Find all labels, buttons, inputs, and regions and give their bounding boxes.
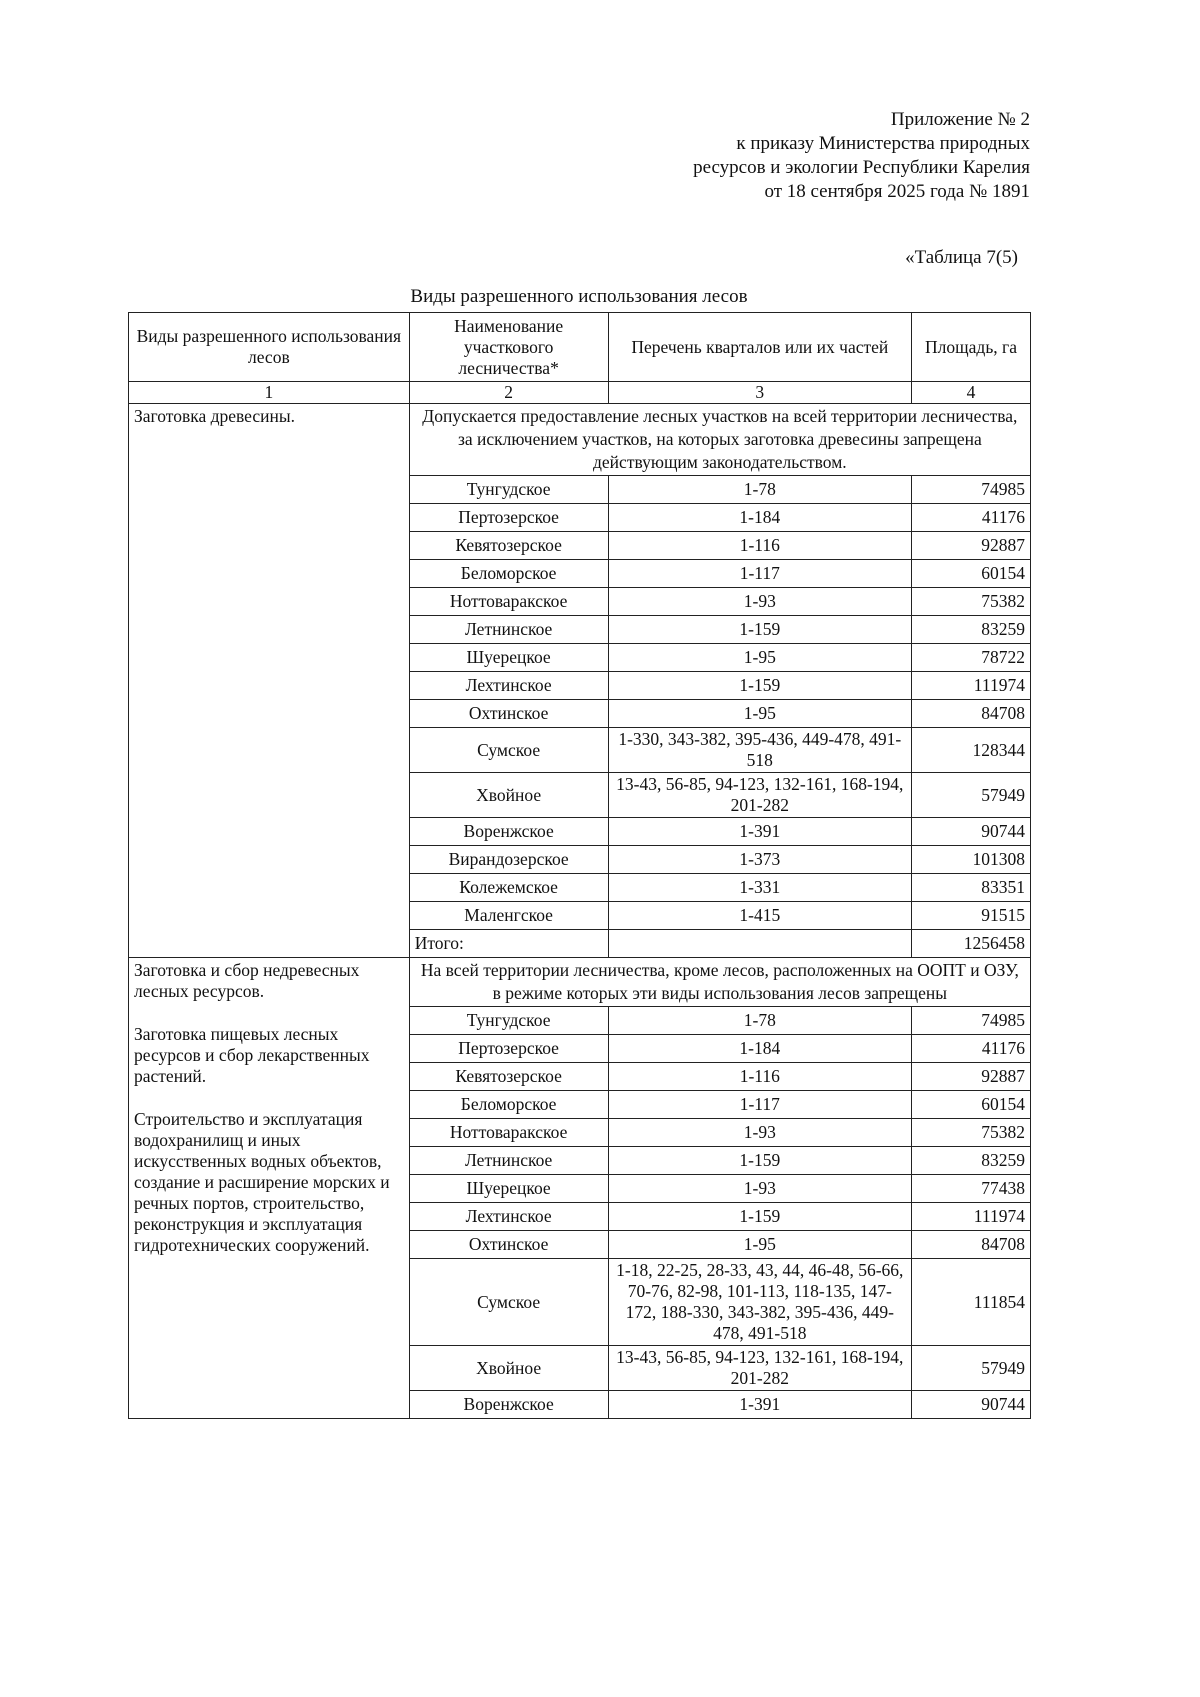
quarters-list: 1-117	[608, 1091, 912, 1119]
area-value: 84708	[912, 1231, 1031, 1259]
forestry-name: Шуерецкое	[409, 644, 608, 672]
total-label: Итого:	[409, 930, 608, 958]
area-value: 41176	[912, 1035, 1031, 1063]
col-number: 2	[409, 382, 608, 404]
table-header-row	[129, 313, 1031, 382]
quarters-list: 1-391	[608, 1391, 912, 1419]
section1-note: Допускается предоставление лесных участков на всей территории лесничества, за исключением участков, на которых заготовка древесины запрещена действующим законодательством.	[409, 404, 1030, 476]
quarters-list: 1-78	[608, 1007, 912, 1035]
forestry-name: Вирандозерское	[409, 846, 608, 874]
category-text: Заготовка древесины.	[134, 406, 296, 426]
appendix-header	[693, 108, 1030, 204]
area-value: 60154	[912, 560, 1031, 588]
area-value: 92887	[912, 1063, 1031, 1091]
forest-use-table	[128, 312, 1031, 1419]
section2-note: На всей территории лесничества, кроме лесов, расположенных на ООПТ и ОЗУ, в режиме которых эти виды использования лесов запрещены	[409, 958, 1030, 1007]
quarters-list: 1-93	[608, 588, 912, 616]
category-text: Заготовка пищевых лесных ресурсов и сбор лекарственных растений.	[134, 1024, 370, 1086]
appendix-number: Приложение № 2	[890, 109, 1030, 130]
area-value: 57949	[912, 773, 1031, 818]
quarters-list: 1-18, 22-25, 28-33, 43, 44, 46-48, 56-66, 70-76, 82-98, 101-113, 118-135, 147-172, 188-330, 343-382, 395-436, 449-478, 491-518	[608, 1259, 912, 1346]
category-text: Строительство и эксплуатация водохранилищ и иных искусственных водных объектов, создание и расширение морских и речных портов, строительство, реконструкция и эксплуатация гидротехнических сооружений.	[134, 1109, 390, 1255]
quarters-list: 13-43, 56-85, 94-123, 132-161, 168-194, 201-282	[608, 773, 912, 818]
col-number: 3	[608, 382, 912, 404]
table-reference: «Таблица 7(5)	[905, 247, 1018, 268]
area-value: 84708	[912, 700, 1031, 728]
quarters-list: 1-116	[608, 532, 912, 560]
quarters-list: 1-159	[608, 672, 912, 700]
forestry-name: Кевятозерское	[409, 1063, 608, 1091]
quarters-list: 1-330, 343-382, 395-436, 449-478, 491-518	[608, 728, 912, 773]
area-value: 111974	[912, 1203, 1031, 1231]
area-value: 128344	[912, 728, 1031, 773]
area-value: 78722	[912, 644, 1031, 672]
category-text: Заготовка и сбор недревесных лесных ресурсов.	[134, 960, 360, 1001]
forestry-name: Воренжское	[409, 1391, 608, 1419]
quarters-list: 1-391	[608, 818, 912, 846]
area-value: 60154	[912, 1091, 1031, 1119]
col-header-use-type: Виды разрешенного использования лесов	[129, 313, 410, 382]
quarters-list: 1-95	[608, 700, 912, 728]
area-value: 111854	[912, 1259, 1031, 1346]
forestry-name: Воренжское	[409, 818, 608, 846]
column-number-row	[129, 382, 1031, 404]
total-area: 1256458	[912, 930, 1031, 958]
quarters-list: 1-78	[608, 476, 912, 504]
col-number: 1	[129, 382, 410, 404]
quarters-list: 1-184	[608, 504, 912, 532]
quarters-list: 1-415	[608, 902, 912, 930]
forestry-name: Лехтинское	[409, 1203, 608, 1231]
col-header-area: Площадь, га	[912, 313, 1031, 382]
ministry-name: ресурсов и экологии Республики Карелия	[693, 157, 1030, 178]
area-value: 111974	[912, 672, 1031, 700]
area-value: 75382	[912, 588, 1031, 616]
total-empty	[608, 930, 912, 958]
area-value: 57949	[912, 1346, 1031, 1391]
order-reference: к приказу Министерства природных	[736, 133, 1030, 154]
section2-note-row	[129, 958, 1031, 1007]
col-header-quarters: Перечень кварталов или их частей	[608, 313, 912, 382]
table-caption: Виды разрешенного использования лесов	[410, 286, 748, 307]
area-value: 83351	[912, 874, 1031, 902]
forestry-name: Охтинское	[409, 1231, 608, 1259]
section1-note-row	[129, 404, 1031, 476]
forestry-name: Колежемское	[409, 874, 608, 902]
quarters-list: 1-95	[608, 1231, 912, 1259]
forestry-name: Хвойное	[409, 1346, 608, 1391]
quarters-list: 1-373	[608, 846, 912, 874]
forestry-name: Ноттоваракское	[409, 588, 608, 616]
quarters-list: 1-159	[608, 616, 912, 644]
forestry-name: Летнинское	[409, 616, 608, 644]
forestry-name: Охтинское	[409, 700, 608, 728]
forestry-name: Маленгское	[409, 902, 608, 930]
quarters-list: 1-184	[608, 1035, 912, 1063]
order-date: от 18 сентября 2025 года № 1891	[764, 181, 1030, 202]
forestry-name: Пертозерское	[409, 504, 608, 532]
quarters-list: 1-93	[608, 1175, 912, 1203]
col-number: 4	[912, 382, 1031, 404]
quarters-list: 13-43, 56-85, 94-123, 132-161, 168-194, 201-282	[608, 1346, 912, 1391]
area-value: 91515	[912, 902, 1031, 930]
quarters-list: 1-159	[608, 1203, 912, 1231]
area-value: 101308	[912, 846, 1031, 874]
forestry-name: Пертозерское	[409, 1035, 608, 1063]
area-value: 92887	[912, 532, 1031, 560]
forestry-name: Сумское	[409, 1259, 608, 1346]
quarters-list: 1-116	[608, 1063, 912, 1091]
quarters-list: 1-331	[608, 874, 912, 902]
forestry-name: Лехтинское	[409, 672, 608, 700]
forestry-name: Тунгудское	[409, 476, 608, 504]
area-value: 83259	[912, 616, 1031, 644]
quarters-list: 1-117	[608, 560, 912, 588]
forestry-name: Ноттоваракское	[409, 1119, 608, 1147]
forestry-name: Кевятозерское	[409, 532, 608, 560]
area-value: 74985	[912, 1007, 1031, 1035]
forestry-name: Шуерецкое	[409, 1175, 608, 1203]
forestry-name: Хвойное	[409, 773, 608, 818]
forestry-name: Летнинское	[409, 1147, 608, 1175]
area-value: 75382	[912, 1119, 1031, 1147]
quarters-list: 1-159	[608, 1147, 912, 1175]
area-value: 41176	[912, 504, 1031, 532]
forestry-name: Беломорское	[409, 1091, 608, 1119]
area-value: 90744	[912, 818, 1031, 846]
forestry-name: Беломорское	[409, 560, 608, 588]
forestry-name: Тунгудское	[409, 1007, 608, 1035]
quarters-list: 1-95	[608, 644, 912, 672]
col-header-forestry: Наименование участкового лесничества*	[409, 313, 608, 382]
area-value: 90744	[912, 1391, 1031, 1419]
forestry-name: Сумское	[409, 728, 608, 773]
area-value: 77438	[912, 1175, 1031, 1203]
area-value: 83259	[912, 1147, 1031, 1175]
section1-category	[129, 404, 410, 958]
area-value: 74985	[912, 476, 1031, 504]
section2-category	[129, 958, 410, 1419]
quarters-list: 1-93	[608, 1119, 912, 1147]
